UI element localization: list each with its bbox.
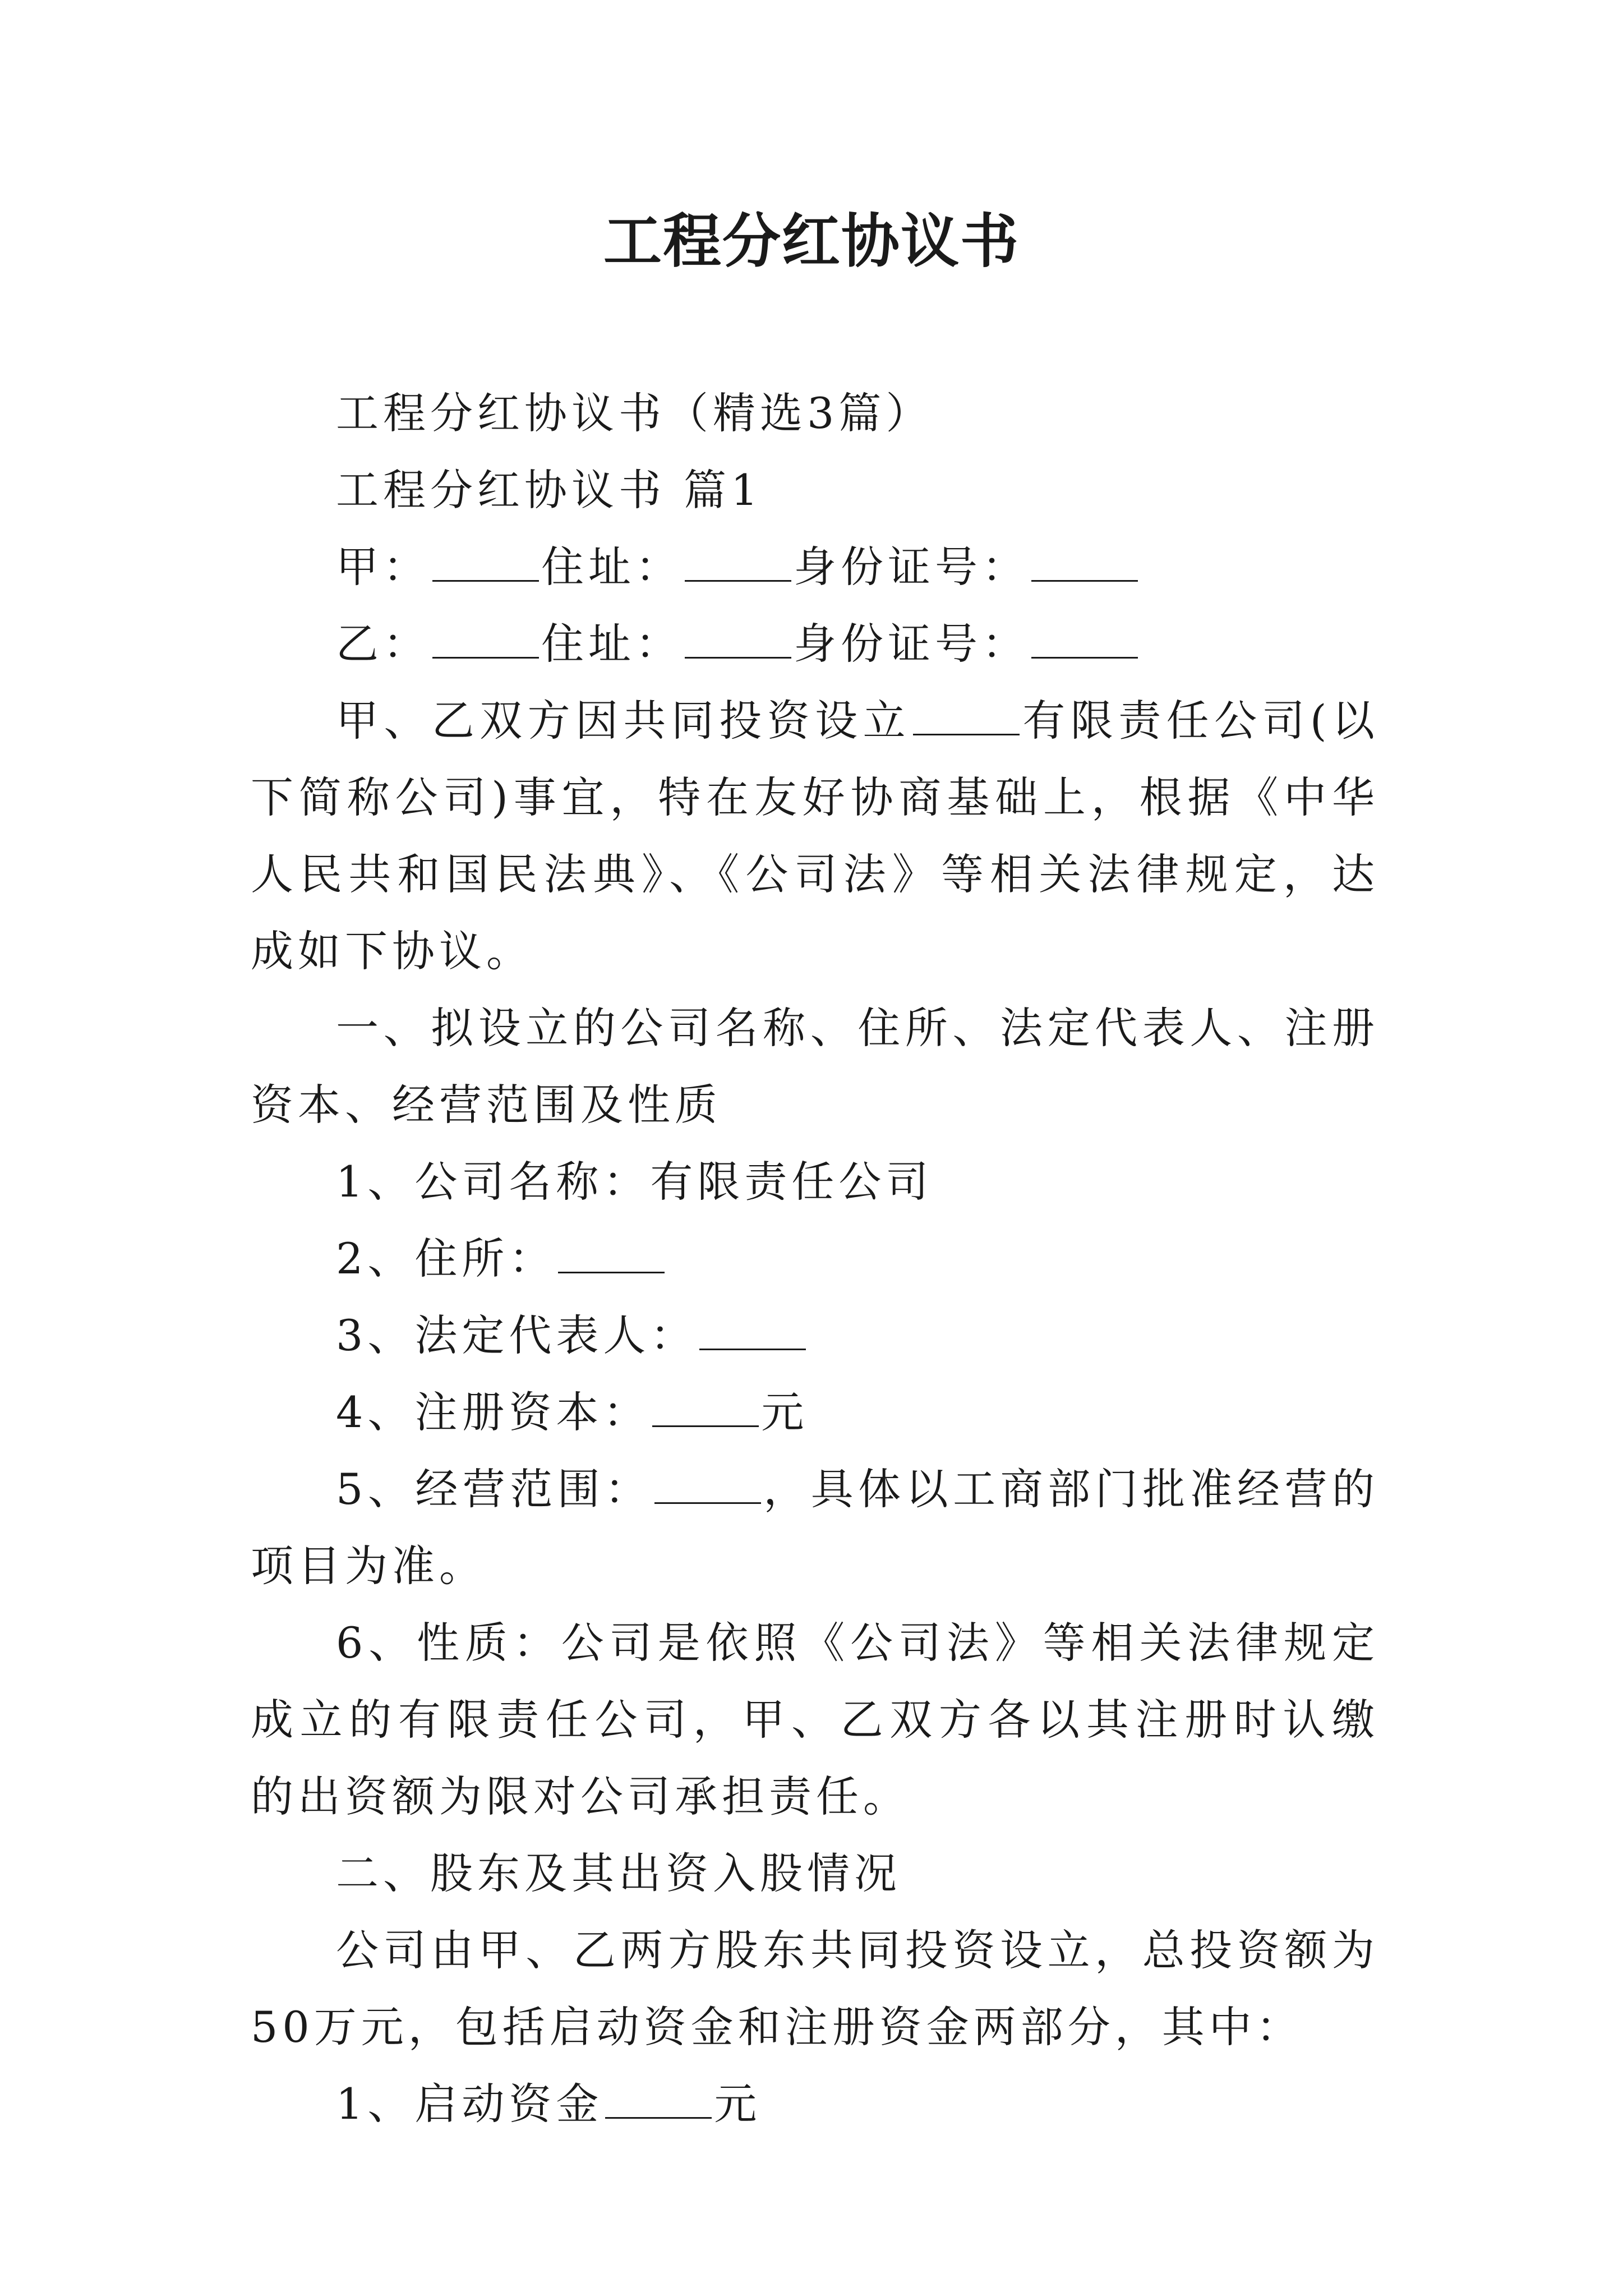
paragraph-text: 元: [761, 1387, 809, 1437]
document-paragraph: [251, 2065, 1379, 2142]
document-paragraph: [251, 1374, 1379, 1451]
fill-in-blank: [1031, 616, 1138, 659]
paragraph-text: 住址：: [541, 542, 683, 592]
fill-in-blank: [913, 693, 1020, 735]
document-paragraph: [251, 528, 1379, 605]
document-paragraph: 6、性质：公司是依照《公司法》等相关法律规定成立的有限责任公司，甲、乙双方各以其注册时认缴的出资额为限对公司承担责任。: [251, 1618, 1379, 1821]
paragraph-text: 甲、乙双方因共同投资设立: [336, 696, 911, 746]
document-paragraph: 二、股东及其出资入股情况: [336, 1848, 901, 1898]
document-paragraph: [251, 682, 1379, 990]
fill-in-blank: [654, 1462, 761, 1504]
paragraph-text: 有限责任公司(以下简称公司)事宜，特在友好协商基础上，根据《中华人民共和国民法典》、《公司法》等相关法律规定，达成如下协议。: [251, 696, 1380, 976]
fill-in-blank: [558, 1231, 665, 1273]
document-paragraph: [251, 1451, 1379, 1604]
fill-in-blank: [432, 540, 539, 582]
fill-in-blank: [685, 540, 791, 582]
fill-in-blank: [699, 1308, 806, 1350]
paragraph-text: 元: [714, 2079, 762, 2129]
document-paragraph: [251, 1220, 1379, 1297]
paragraph-text: 身份证号：: [794, 542, 1029, 592]
document-paragraph: 1、公司名称：有限责任公司: [336, 1157, 933, 1207]
document-paragraph: 工程分红协议书 篇1: [336, 465, 763, 515]
fill-in-blank: [1031, 540, 1138, 582]
fill-in-blank: [652, 1385, 759, 1427]
document-body: [251, 375, 1379, 2142]
paragraph-text: ，具体以工商部门批准经营的项目为准。: [251, 1464, 1380, 1591]
paragraph-text: 3、法定代表人：: [336, 1310, 698, 1360]
document-paragraph: [251, 1297, 1379, 1374]
paragraph-text: 身份证号：: [794, 619, 1029, 669]
paragraph-text: 1、启动资金: [336, 2079, 603, 2129]
document-paragraph: 工程分红协议书（精选3篇）: [336, 388, 933, 438]
paragraph-text: 2、住所：: [336, 1234, 556, 1283]
document-title: 工程分红协议书: [603, 206, 1020, 275]
paragraph-text: 5、经营范围：: [336, 1464, 652, 1514]
fill-in-blank: [685, 616, 791, 659]
document-paragraph: 一、拟设立的公司名称、住所、法定代表人、注册资本、经营范围及性质: [251, 1003, 1379, 1130]
fill-in-blank: [605, 2077, 712, 2119]
document-paragraph: [251, 605, 1379, 682]
paragraph-text: 住址：: [541, 619, 683, 669]
paragraph-text: 甲：: [336, 542, 430, 592]
paragraph-text: 乙：: [336, 619, 430, 669]
document-paragraph: 公司由甲、乙两方股东共同投资设立，总投资额为50万元，包括启动资金和注册资金两部分，其中：: [251, 1925, 1379, 2052]
fill-in-blank: [432, 616, 539, 659]
paragraph-text: 4、注册资本：: [336, 1387, 651, 1437]
